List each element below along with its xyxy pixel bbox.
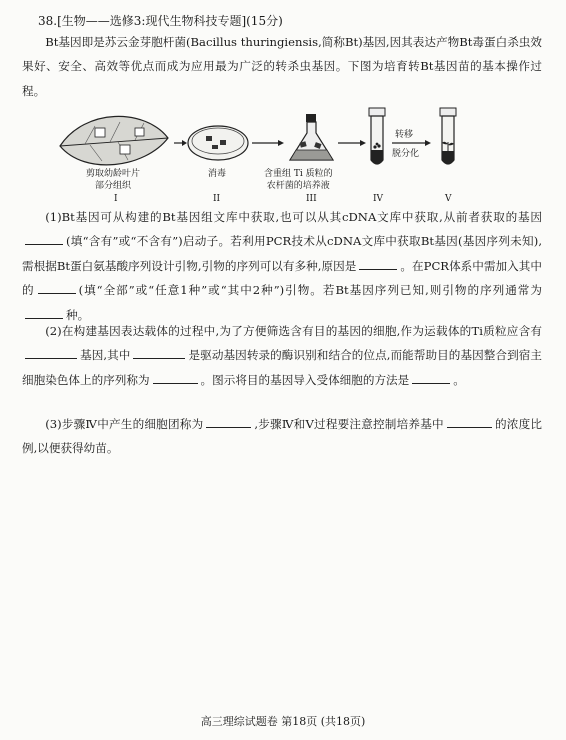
question-3 (22, 412, 542, 461)
q3-text-a: (3)步骤Ⅳ中产生的细胞团称为 (45, 417, 204, 431)
step3-label (264, 168, 333, 192)
test-tube-v-illustration (440, 108, 456, 164)
step1-label-line1: 剪取幼龄叶片 (86, 169, 141, 179)
intro-paragraph: Bt基因即是苏云金芽胞杆菌(Bacillus thuringiensis,简称Bt)基因,因其表达产物Bt毒蛋白杀虫效果好、安全、高效等优点而成为应用最为广泛的转杀虫基因。下图为培育转Bt基因苗的基本操作过程。 (22, 35, 542, 98)
q1-blank-2 (359, 259, 397, 270)
q1-text-d: (填“全部”或“任意1种”或“其中2种”)引物。若Bt基因序列已知,则引物的序列通常为 (78, 283, 542, 298)
q2-blank-3 (153, 373, 198, 384)
process-diagram (40, 98, 520, 208)
leaf-illustration (60, 116, 168, 164)
q3-blank-2 (447, 417, 492, 428)
q2-text-d: 。图示将目的基因导入受体细胞的方法是 (200, 372, 410, 387)
q1-text-a: (1)Bt基因可从构建的Bt基因组文库中获取,也可以从其cDNA文库中获取,从前者获取的基因 (45, 210, 542, 224)
q1-blank-4 (25, 308, 63, 319)
page-footer: 高三理综试题卷 第18页 (共18页) (200, 715, 366, 728)
step1-label (86, 168, 140, 192)
q3-blank-1 (206, 417, 251, 428)
question-1 (22, 205, 542, 327)
step3-label-line2: 农杆菌的培养液 (266, 181, 330, 191)
q3-text-b: ,步骤Ⅳ和Ⅴ过程要注意控制培养基中 (254, 417, 444, 431)
q1-blank-3 (38, 283, 76, 294)
numeral-iii: III (306, 194, 317, 204)
numeral-v: V (445, 194, 452, 204)
petri-dish-illustration (188, 126, 248, 160)
q2-text-c: 是驱动基因转录的酶识别和结合的位点,而能帮助目的基因整合到宿主细胞染色体上的序列称为 (22, 348, 542, 387)
q2-blank-4 (412, 373, 450, 384)
q2-text-a: (2)在构建基因表达载体的过程中,为了方便筛选含有目的基因的细胞,作为运载体的Ti质粒应含有 (45, 324, 542, 338)
question-header: 38.[生物——选修3:现代生物科技专题](15分) (38, 14, 283, 28)
flask-illustration (290, 114, 333, 160)
q2-text-b: 基因,其中 (80, 348, 131, 363)
arrow-bottom-label: 脱分化 (392, 149, 420, 159)
q1-text-c: 。在PCR体系中需加入其中的 (22, 258, 542, 298)
q1-text-b: (填“含有”或“不含有”)启动子。若利用PCR技术从cDNA文库中获取Bt基因(基因序列未知),需根据Bt蛋白氨基酸序列设计引物,引物的序列可以有多种,原因是 (22, 234, 542, 273)
q2-blank-1 (25, 348, 77, 359)
test-tube-iv-illustration (369, 108, 385, 164)
q2-blank-2 (133, 348, 185, 359)
step3-label-line1: 含重组 Ti 质粒的 (264, 169, 333, 179)
q3-text-c: 的浓度比例,以便获得幼苗。 (22, 417, 542, 456)
q1-blank-1 (25, 234, 63, 245)
q1-text-e: 种。 (66, 307, 90, 322)
numeral-i: I (114, 194, 118, 204)
arrow-top-label: 转移 (395, 130, 414, 140)
numeral-iv: IV (373, 194, 384, 204)
numeral-ii: II (213, 194, 221, 204)
step2-label: 消毒 (208, 169, 227, 179)
q2-text-e: 。 (453, 372, 465, 387)
question-2 (22, 319, 542, 392)
step1-label-line2: 部分组织 (95, 181, 132, 191)
